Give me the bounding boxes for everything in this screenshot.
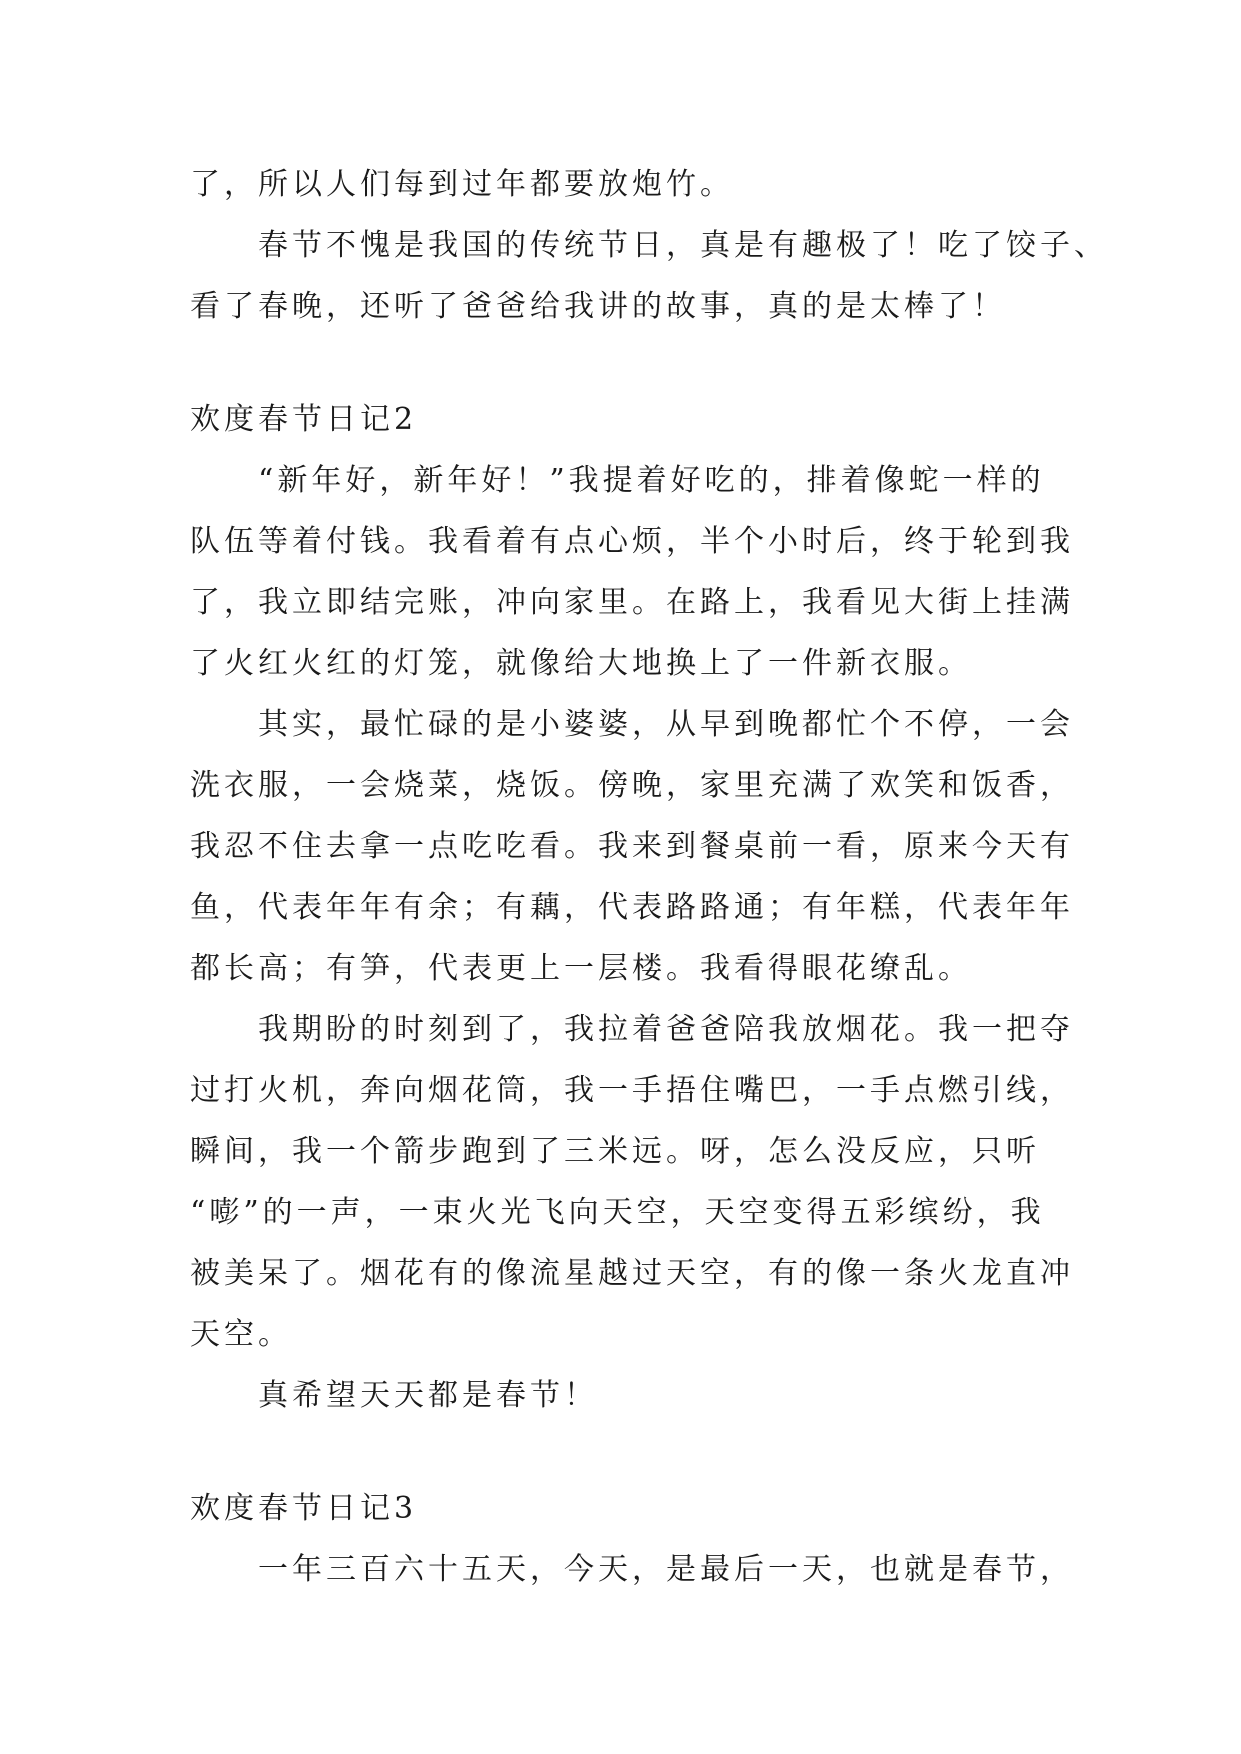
- text-line: 一年三百六十五天，今天，是最后一天，也就是春节，: [258, 1552, 1074, 1587]
- text-line: 了火红火红的灯笼，就像给大地换上了一件新衣服。: [190, 646, 972, 681]
- text-line: 其实，最忙碌的是小婆婆，从早到晚都忙个不停，一会: [258, 707, 1074, 742]
- text-line: 洗衣服，一会烧菜，烧饭。傍晚，家里充满了欢笑和饭香，: [190, 768, 1074, 803]
- section-heading: 欢度春节日记2: [190, 402, 418, 437]
- text-line: 春节不愧是我国的传统节日，真是有趣极了！吃了饺子、: [258, 228, 1108, 263]
- text-line: 鱼，代表年年有余；有藕，代表路路通；有年糕，代表年年: [190, 890, 1074, 925]
- text-line: 过打火机，奔向烟花筒，我一手捂住嘴巴，一手点燃引线，: [190, 1073, 1074, 1108]
- text-line: 被美呆了。烟花有的像流星越过天空，有的像一条火龙直冲: [190, 1256, 1074, 1291]
- text-line: 都长高；有笋，代表更上一层楼。我看得眼花缭乱。: [190, 951, 972, 986]
- text-line: 看了春晚，还听了爸爸给我讲的故事，真的是太棒了！: [190, 289, 1006, 324]
- text-line: “新年好，新年好！”我提着好吃的，排着像蛇一样的: [258, 463, 1045, 498]
- text-line: “嘭”的一声，一束火光飞向天空，天空变得五彩缤纷，我: [190, 1195, 1045, 1230]
- text-line: 瞬间，我一个箭步跑到了三米远。呀，怎么没反应，只听: [190, 1134, 1040, 1169]
- text-line: 我忍不住去拿一点吃吃看。我来到餐桌前一看，原来今天有: [190, 829, 1074, 864]
- text-line: 真希望天天都是春节！: [258, 1378, 598, 1413]
- text-line: 天空。: [190, 1317, 292, 1352]
- text-line: 了，所以人们每到过年都要放炮竹。: [190, 167, 734, 202]
- text-line: 我期盼的时刻到了，我拉着爸爸陪我放烟花。我一把夺: [258, 1012, 1074, 1047]
- section-heading: 欢度春节日记3: [190, 1491, 418, 1526]
- text-line: 了，我立即结完账，冲向家里。在路上，我看见大街上挂满: [190, 585, 1074, 620]
- text-line: 队伍等着付钱。我看着有点心烦，半个小时后，终于轮到我: [190, 524, 1074, 559]
